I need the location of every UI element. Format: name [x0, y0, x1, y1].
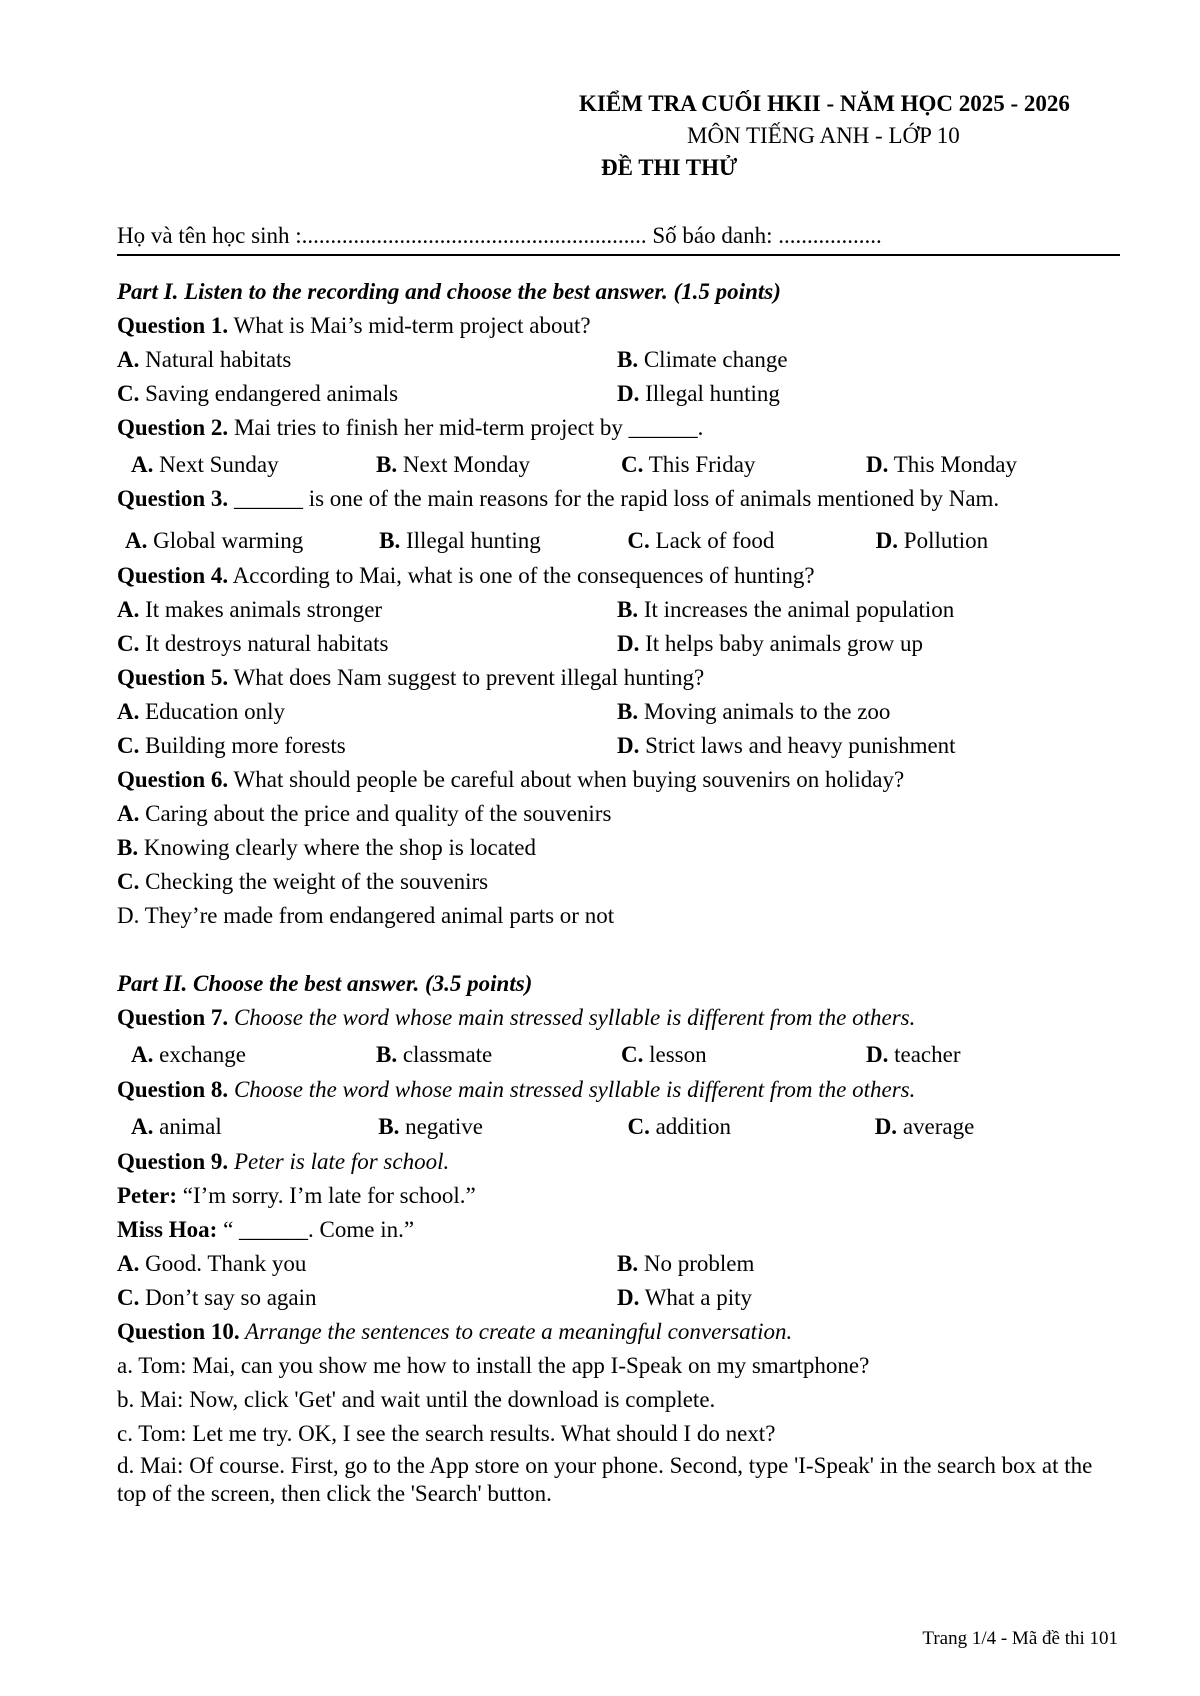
options-row	[117, 628, 1117, 662]
exam-page	[117, 88, 1117, 1512]
option-c: C. This Friday	[621, 452, 756, 477]
option-a: A. Education only	[117, 699, 286, 724]
option-a: A. Good. Thank you	[117, 1251, 307, 1276]
options-row	[117, 522, 1117, 560]
options-row	[117, 344, 1117, 378]
question-1	[117, 310, 1117, 344]
option-c: C. Checking the weight of the souvenirs	[117, 869, 489, 894]
question-label: Question 1.	[117, 313, 229, 338]
question-6: Question 6. What should people be careful about when buying souvenirs on holiday?	[117, 767, 905, 792]
dialogue-peter: Peter: “I’m sorry. I’m late for school.”	[117, 1183, 476, 1208]
option-c: C. Don’t say so again	[117, 1285, 317, 1310]
subject-line: MÔN TIẾNG ANH - LỚP 10	[687, 123, 960, 148]
question-9: Question 9. Peter is late for school.	[117, 1149, 450, 1174]
option-c: C. It destroys natural habitats	[117, 631, 389, 656]
option-b: B. Moving animals to the zoo	[617, 699, 891, 724]
options-row	[117, 730, 1117, 764]
option-c: C. Lack of food	[627, 528, 775, 553]
option-d: D. Pollution	[875, 528, 989, 553]
option-d: D. teacher	[866, 1042, 961, 1067]
option-c: C. lesson	[621, 1042, 707, 1067]
option-b: B. Knowing clearly where the shop is located	[117, 835, 537, 860]
option-d: D. This Monday	[866, 452, 1018, 477]
option-d: D. They’re made from endangered animal parts or not	[117, 903, 615, 928]
question-text: What is Mai’s mid-term project about?	[228, 313, 591, 338]
sentence-a: a. Tom: Mai, can you show me how to install the app I-Speak on my smartphone?	[117, 1353, 870, 1378]
header-divider	[117, 254, 1120, 256]
option-b: B. Next Monday	[376, 452, 530, 477]
option-c: C. Building more forests	[117, 733, 346, 758]
option-a: A. exchange	[131, 1042, 246, 1067]
part2-title: Part II. Choose the best answer. (3.5 points)	[117, 971, 533, 996]
question-4: Question 4. According to Mai, what is one of the consequences of hunting?	[117, 563, 815, 588]
question-5: Question 5. What does Nam suggest to prevent illegal hunting?	[117, 665, 705, 690]
options-row	[117, 446, 1117, 484]
options-row	[117, 1108, 1117, 1146]
student-info-line: Họ và tên học sinh :............................................................ Số báo danh: ..................	[117, 223, 882, 248]
page-footer: Trang 1/4 - Mã đề thi 101	[922, 1628, 1118, 1649]
sentence-d: d. Mai: Of course. First, go to the App store on your phone. Second, type 'I-Speak' in the search box at the top of the screen, then click the 'Search' button.	[117, 1453, 1093, 1506]
option-b: B. It increases the animal population	[617, 597, 955, 622]
option-a: A. It makes animals stronger	[117, 597, 383, 622]
options-row	[117, 1248, 1117, 1282]
question-2: Question 2. Mai tries to finish her mid-term project by ______.	[117, 415, 704, 440]
option-b: B. No problem	[617, 1251, 755, 1276]
option-d: D. average	[874, 1114, 975, 1139]
option-d: D. Illegal hunting	[617, 381, 780, 406]
option-c: C. Saving endangered animals	[117, 381, 399, 406]
options-row	[117, 696, 1117, 730]
question-8: Question 8. Choose the word whose main stressed syllable is different from the others.	[117, 1077, 916, 1102]
option-d: D. Strict laws and heavy punishment	[617, 733, 956, 758]
option-d: D. It helps baby animals grow up	[617, 631, 923, 656]
question-3: Question 3. ______ is one of the main reasons for the rapid loss of animals mentioned by Nam.	[117, 486, 1000, 511]
options-row	[117, 378, 1117, 412]
option-b: B. classmate	[376, 1042, 493, 1067]
option-b: B. Climate change	[617, 347, 788, 372]
option-b: B. negative	[378, 1114, 483, 1139]
options-row	[117, 1036, 1117, 1074]
option-a: A. Next Sunday	[131, 452, 279, 477]
options-row	[117, 594, 1117, 628]
exam-title: KIỂM TRA CUỐI HKII - NĂM HỌC 2025 - 2026	[579, 91, 1070, 116]
option-a: A. Caring about the price and quality of the souvenirs	[117, 801, 612, 826]
option-d: D. What a pity	[617, 1285, 753, 1310]
sentence-b: b. Mai: Now, click 'Get' and wait until the download is complete.	[117, 1387, 716, 1412]
sentence-c: c. Tom: Let me try. OK, I see the search results. What should I do next?	[117, 1421, 776, 1446]
option-a: A. animal	[131, 1114, 222, 1139]
options-row	[117, 1282, 1117, 1316]
dialogue-miss-hoa: Miss Hoa: “ ______. Come in.”	[117, 1217, 415, 1242]
part1-title: Part I. Listen to the recording and choose the best answer. (1.5 points)	[117, 279, 781, 304]
exam-type: ĐỀ THI THỬ	[601, 155, 738, 180]
question-7: Question 7. Choose the word whose main stressed syllable is different from the others.	[117, 1005, 916, 1030]
option-a: A. Natural habitats	[117, 347, 292, 372]
option-c: C. addition	[627, 1114, 731, 1139]
question-10: Question 10. Arrange the sentences to create a meaningful conversation.	[117, 1319, 793, 1344]
option-b: B. Illegal hunting	[379, 528, 541, 553]
option-a: A. Global warming	[125, 528, 304, 553]
